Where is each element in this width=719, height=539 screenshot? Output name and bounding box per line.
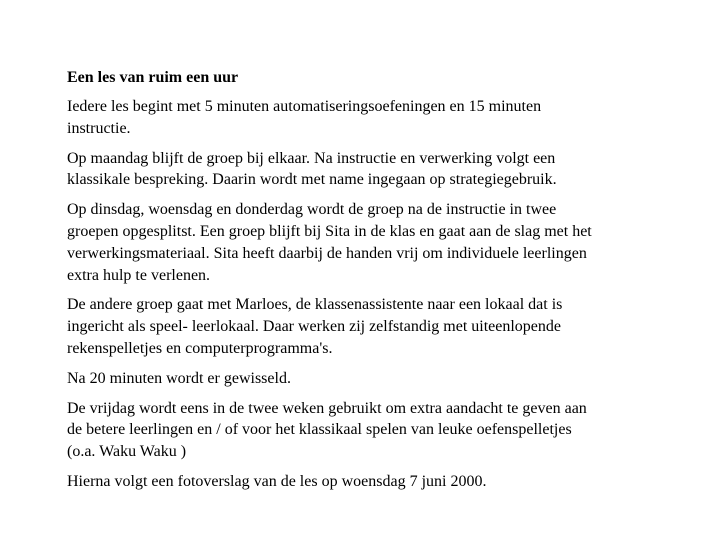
paragraph-line: Hierna volgt een fotoverslag van de les op woensdag 7 juni 2000. (67, 472, 487, 490)
paragraph-line: rekenspelletjes en computerprogramma's. (67, 339, 333, 357)
document-page (67, 68, 697, 501)
paragraph-line: instructie. (67, 119, 131, 137)
paragraph-line: verwerkingsmateriaal. Sita heeft daarbij de handen vrij om individuele leerlingen (67, 244, 587, 262)
paragraph-midweek (67, 199, 697, 286)
paragraph-line: Na 20 minuten wordt er gewisseld. (67, 369, 291, 387)
paragraph-friday (67, 398, 697, 463)
paragraph-line: Op maandag blijft de groep bij elkaar. Na instructie en verwerking volgt een (67, 149, 556, 167)
document-title: Een les van ruim een uur (67, 69, 239, 86)
paragraph-line: De vrijdag wordt eens in de twee weken gebruikt om extra aandacht te geven aan (67, 399, 587, 417)
paragraph-line: Op dinsdag, woensdag en donderdag wordt de groep na de instructie in twee (67, 201, 557, 219)
paragraph-line: extra hulp te verlenen. (67, 266, 211, 284)
paragraph-photo-report (67, 471, 697, 493)
paragraph-line: klassikale bespreking. Daarin wordt met name ingegaan op strategiegebruik. (67, 171, 557, 189)
paragraph-line: (o.a. Waku Waku ) (67, 443, 187, 461)
paragraph-line: de betere leerlingen en / of voor het klassikaal spelen van leuke oefenspelletjes (67, 421, 572, 439)
paragraph-switch (67, 368, 697, 390)
paragraph-other-group (67, 294, 697, 359)
paragraph-line: De andere groep gaat met Marloes, de klassenassistente naar een lokaal dat is (67, 296, 563, 314)
paragraph-monday (67, 148, 697, 192)
paragraph-intro (67, 96, 697, 140)
paragraph-line: ingericht als speel- leerlokaal. Daar werken zij zelfstandig met uiteenlopende (67, 318, 562, 336)
paragraph-line: Iedere les begint met 5 minuten automatiseringsoefeningen en 15 minuten (67, 98, 542, 115)
paragraph-line: groepen opgesplitst. Een groep blijft bij Sita in de klas en gaat aan de slag met het (67, 222, 592, 240)
